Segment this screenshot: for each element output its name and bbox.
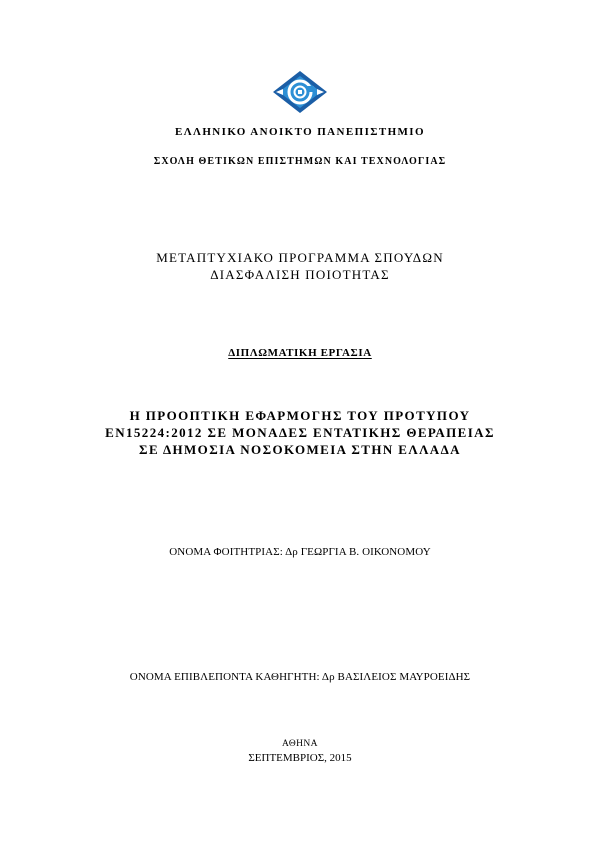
thesis-title-line-3: ΣΕ ΔΗΜΟΣΙΑ ΝΟΣΟΚΟΜΕΙΑ ΣΤΗΝ ΕΛΛΑΔΑ — [139, 442, 461, 457]
program-name: ΜΕΤΑΠΤΥΧΙΑΚΟ ΠΡΟΓΡΑΜΜΑ ΣΠΟΥΔΩΝ — [156, 250, 444, 265]
supervisor-name: ΟΝΟΜΑ ΕΠΙΒΛΕΠΟΝΤΑ ΚΑΘΗΓΗΤΗ: Δρ ΒΑΣΙΛΕΙΟΣ ΜΑΥΡΟΕΙΔΗΣ — [129, 671, 471, 683]
thesis-title-line-1: Η ΠΡΟΟΠΤΙΚΗ ΕΦΑΡΜΟΓΗΣ ΤΟΥ ΠΡΟΤΥΠΟΥ — [129, 408, 471, 423]
university-name: ΕΛΛΗΝΙΚΟ ΑΝΟΙΚΤΟ ΠΑΝΕΠΙΣΤΗΜΙΟ — [175, 126, 425, 138]
student-name: ΟΝΟΜΑ ΦΟΙΤΗΤΡΙΑΣ: Δρ ΓΕΩΡΓΙΑ Β. ΟΙΚΟΝΟΜΟΥ — [169, 546, 431, 558]
date: ΣΕΠΤΕΜΒΡΙΟΣ, 2015 — [248, 752, 352, 764]
city: ΑΘΗΝΑ — [282, 739, 318, 749]
thesis-label — [0, 347, 600, 359]
university-logo-icon — [272, 70, 328, 114]
thesis-title-line-2: EN15224:2012 ΣΕ ΜΟΝΑΔΕΣ ΕΝΤΑΤΙΚΗΣ ΘΕΡΑΠΕΙΑΣ — [105, 425, 495, 440]
thesis-label-text: ΔΙΠΛΩΜΑΤΙΚΗ ΕΡΓΑΣΙΑ — [228, 347, 372, 359]
school-name: ΣΧΟΛΗ ΘΕΤΙΚΩΝ ΕΠΙΣΤΗΜΩΝ ΚΑΙ ΤΕΧΝΟΛΟΓΙΑΣ — [153, 156, 447, 167]
program-specialization: ΔΙΑΣΦΑΛΙΣΗ ΠΟΙΟΤΗΤΑΣ — [210, 267, 390, 282]
